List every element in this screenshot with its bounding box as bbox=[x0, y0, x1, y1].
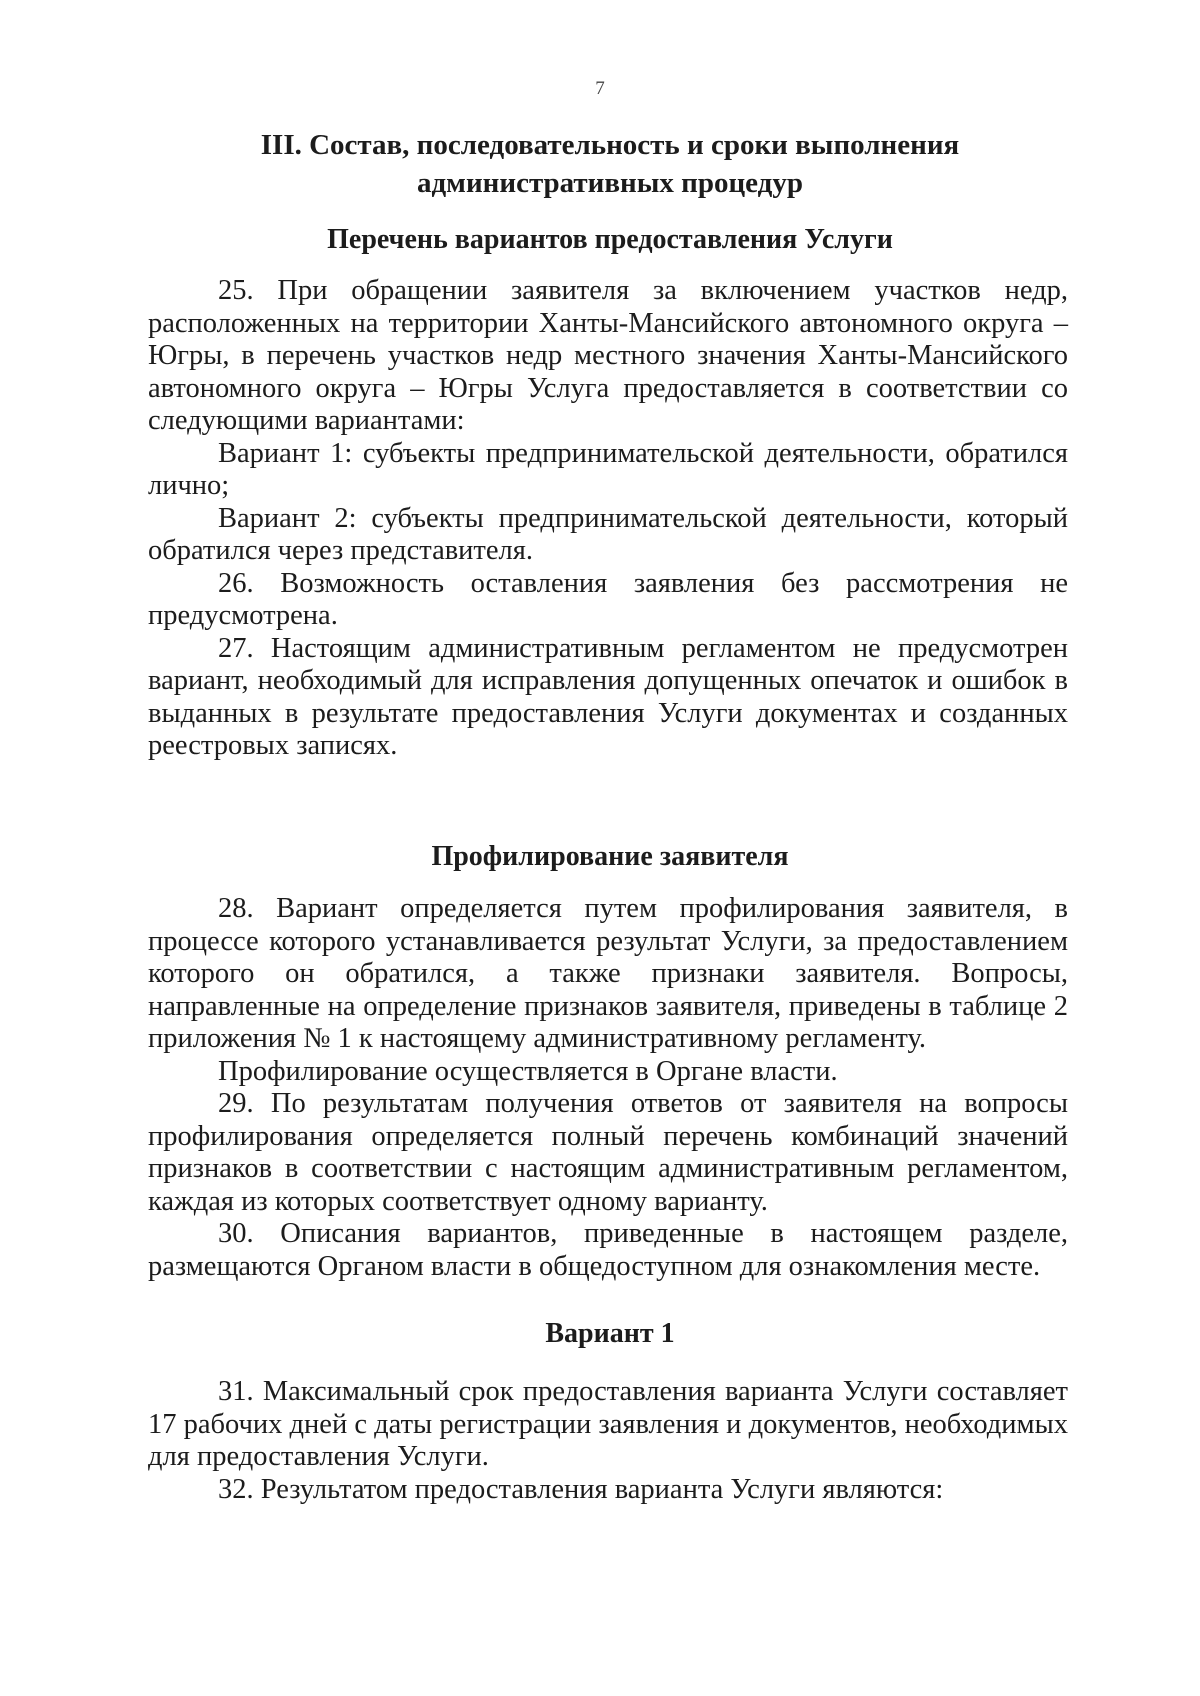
variants-block bbox=[148, 275, 1068, 763]
heading-profiling: Профилирование заявителя bbox=[431, 841, 789, 872]
paragraph-25: 25. При обращении заявителя за включением участков недр, расположенных на территории Ханты-Мансийского автономного округа – Югры, в перечень участков недр местного значения Ханты-Мансийского автономного округа – Югры Услуга предоставляется в соответствии со следующими вариантами: bbox=[148, 275, 1068, 436]
paragraph-26: 26. Возможность оставления заявления без рассмотрения не предусмотрена. bbox=[148, 567, 1068, 631]
heading-variant-1: Вариант 1 bbox=[545, 1318, 675, 1349]
paragraph-31: 31. Максимальный срок предоставления варианта Услуги составляет 17 рабочих дней с даты регистрации заявления и документов, необходимых для предоставления Услуги. bbox=[148, 1376, 1068, 1472]
page-number: 7 bbox=[595, 78, 605, 99]
paragraph-29: 29. По результатам получения ответов от заявителя на вопросы профилирования определяется полный перечень комбинаций значений признаков в соответствии с настоящим административным регламентом, каждая из которых соответствует одному варианту. bbox=[148, 1088, 1068, 1217]
paragraph-28: 28. Вариант определяется путем профилирования заявителя, в процессе которого устанавливается результат Услуги, за предоставлением которого он обратился, а также признаки заявителя. Вопросы, направленные на определение признаков заявителя, приведены в таблице 2 приложения № 1 к настоящему административному регламенту. bbox=[148, 893, 1068, 1054]
paragraph-variant-1: Вариант 1: субъекты предпринимательской деятельности, обратился лично; bbox=[148, 437, 1068, 501]
heading-variants-list: Перечень вариантов предоставления Услуги bbox=[327, 224, 893, 255]
paragraph-variant-2: Вариант 2: субъекты предпринимательской деятельности, который обратился через представителя. bbox=[148, 502, 1068, 566]
profiling-block bbox=[148, 893, 1068, 1283]
paragraph-30: 30. Описания вариантов, приведенные в настоящем разделе, размещаются Органом власти в общедоступном для ознакомления месте. bbox=[148, 1218, 1068, 1282]
paragraph-27: 27. Настоящим административным регламентом не предусмотрен вариант, необходимый для исправления допущенных опечаток и ошибок в выданных в результате предоставления Услуги документах и созданных реестровых записях. bbox=[148, 632, 1068, 761]
paragraph-28b: Профилирование осуществляется в Органе власти. bbox=[218, 1055, 838, 1087]
variant1-block bbox=[148, 1376, 1068, 1506]
paragraph-32: 32. Результатом предоставления варианта Услуги являются: bbox=[218, 1473, 944, 1505]
section-title: III. Состав, последовательность и сроки выполнения административных процедур bbox=[260, 129, 960, 199]
